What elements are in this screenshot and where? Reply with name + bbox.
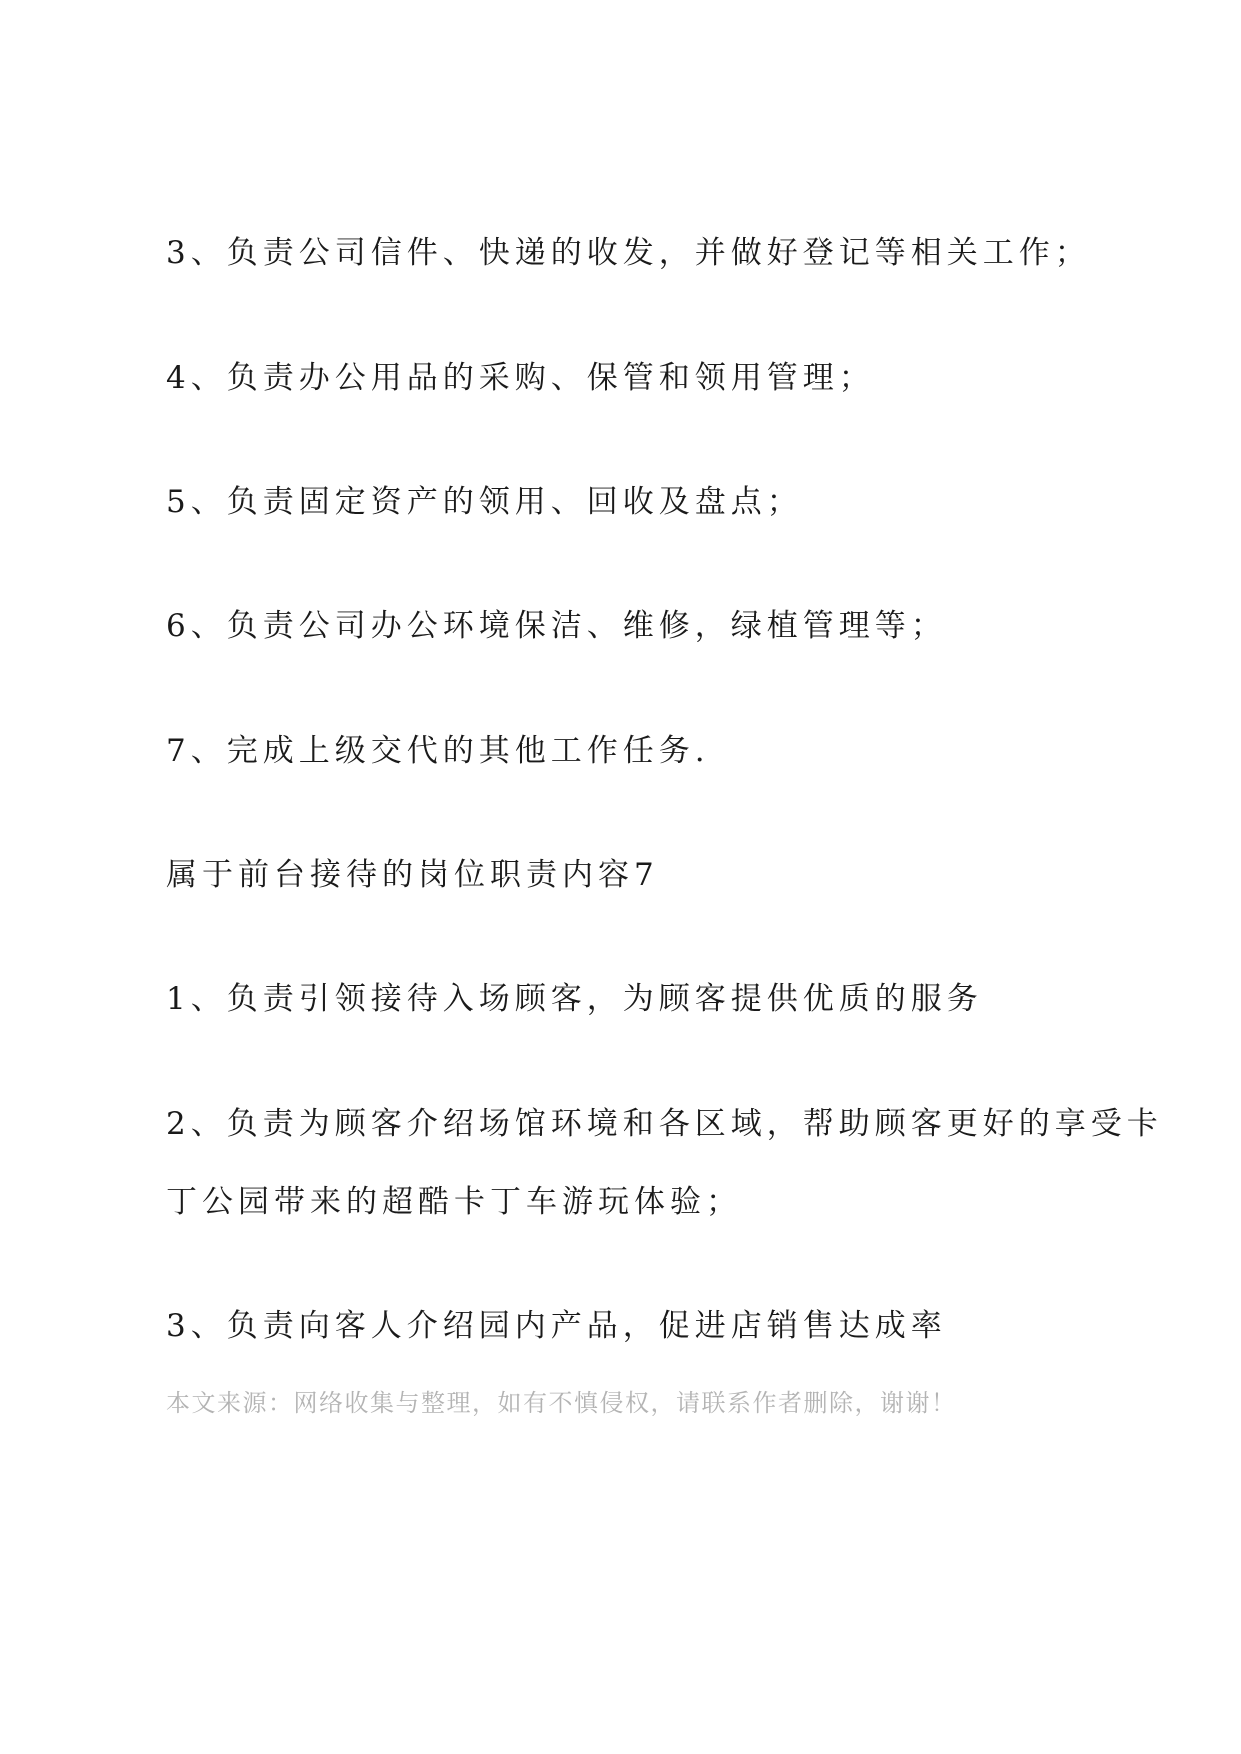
duty-item-3-products: 3、负责向客人介绍园内产品，促进店销售达成率 [166, 1308, 947, 1344]
duty-item-7-other-tasks: 7、完成上级交代的其他工作任务. [166, 733, 710, 769]
source-disclaimer: 本文来源：网络收集与整理，如有不慎侵权，请联系作者删除，谢谢！ [166, 1389, 957, 1417]
duty-item-3-mail: 3、负责公司信件、快递的收发，并做好登记等相关工作； [166, 235, 1091, 271]
duty-item-6-office-environment: 6、负责公司办公环境保洁、维修，绿植管理等； [166, 608, 947, 644]
duty-item-1-greeting: 1、负责引领接待入场顾客，为顾客提供优质的服务 [166, 981, 983, 1017]
section-heading: 属于前台接待的岗位职责内容7 [166, 857, 659, 893]
duty-item-2-continuation: 丁公园带来的超酷卡丁车游玩体验； [166, 1184, 742, 1220]
duty-item-5-fixed-assets: 5、负责固定资产的领用、回收及盘点； [166, 484, 803, 520]
duty-item-2-introduction: 2、负责为顾客介绍场馆环境和各区域，帮助顾客更好的享受卡 [166, 1106, 1163, 1142]
duty-item-4-office-supplies: 4、负责办公用品的采购、保管和领用管理； [166, 360, 875, 396]
